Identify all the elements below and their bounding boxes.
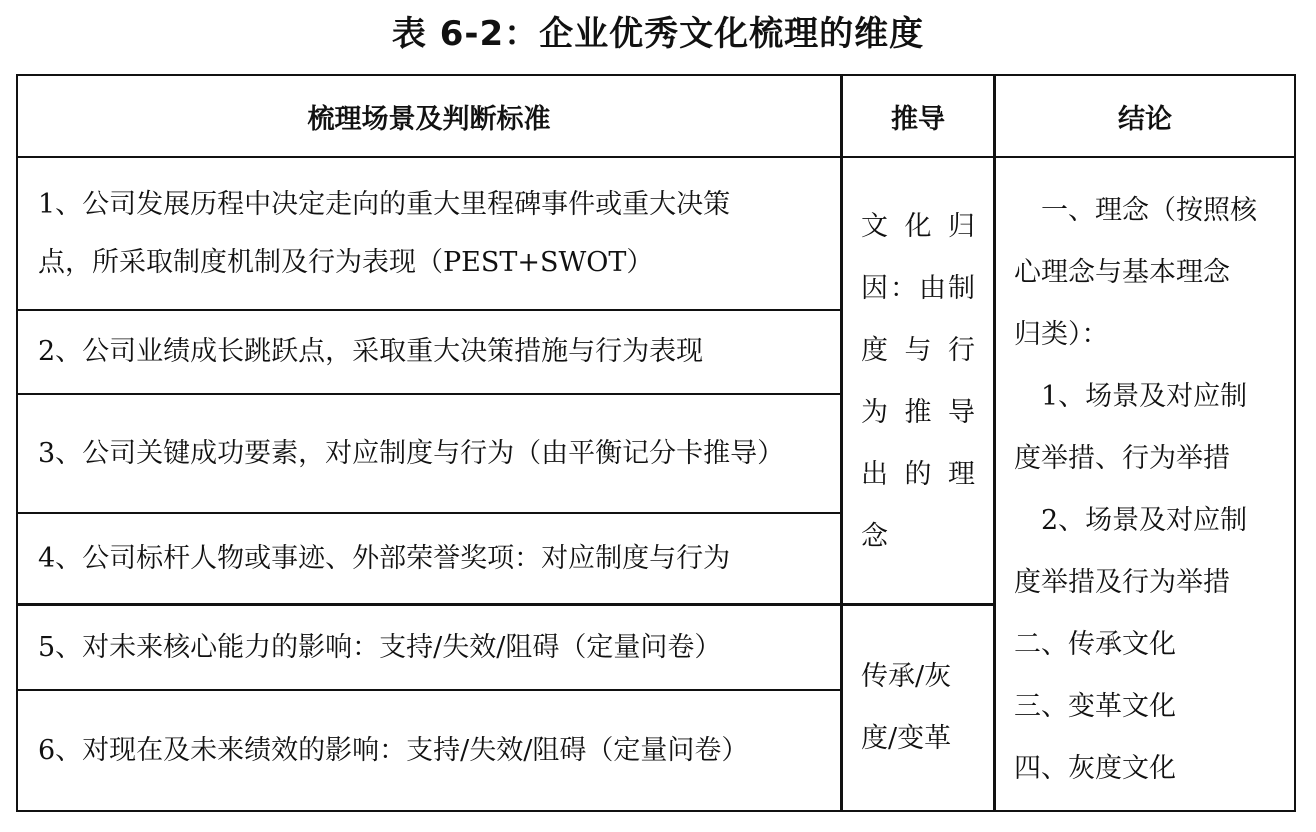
derivation-1-line-5: 出的理 <box>861 459 975 490</box>
conclusion-line-8: 二、传承文化 <box>1014 629 1176 660</box>
conclusion-line-5: 度举措、行为举措 <box>1014 443 1230 474</box>
derivation-1-line-2: 因：由制 <box>861 273 975 304</box>
row-5-text: 5、对未来核心能力的影响：支持/失效/阻碍（定量问卷） <box>38 631 722 663</box>
header-derivation: 推导 <box>891 103 945 135</box>
row-3-text: 3、公司关键成功要素，对应制度与行为（由平衡记分卡推导） <box>38 437 785 469</box>
conclusion-line-2: 心理念与基本理念 <box>1014 257 1230 288</box>
derivation-1-line-1: 文化归 <box>861 211 975 242</box>
conclusion-line-6: 2、场景及对应制 <box>1014 505 1248 536</box>
derivation-group-1 <box>843 196 993 568</box>
conclusion-line-10: 四、灰度文化 <box>1014 753 1176 784</box>
table-row <box>18 311 840 393</box>
table-row <box>18 395 840 512</box>
table-row <box>18 158 840 309</box>
row-2-text: 2、公司业绩成长跳跃点，采取重大决策措施与行为表现 <box>38 336 704 367</box>
conclusion-text <box>996 180 1278 800</box>
conclusion-line-7: 度举措及行为举措 <box>1014 567 1230 598</box>
conclusion-line-9: 三、变革文化 <box>1014 691 1176 722</box>
conclusion-line-1: 一、理念（按照核 <box>1014 195 1257 226</box>
table-row <box>18 691 840 810</box>
derivation-group-2 <box>843 646 993 770</box>
row-4-text: 4、公司标杆人物或事迹、外部荣誉奖项：对应制度与行为 <box>38 542 731 574</box>
header-conclusion: 结论 <box>1118 103 1172 135</box>
table-title: 表 6-2：企业优秀文化梳理的维度 <box>391 14 925 54</box>
conclusion-line-4: 1、场景及对应制 <box>1014 381 1248 412</box>
derivation-1-line-4: 为推导 <box>861 397 975 428</box>
row-6-text: 6、对现在及未来绩效的影响：支持/失效/阻碍（定量问卷） <box>38 734 749 766</box>
derivation-1-line-6: 念 <box>861 521 888 552</box>
derivation-2-line-2: 度/变革 <box>861 723 952 754</box>
conclusion-line-3: 归类）： <box>1014 319 1109 350</box>
table-row <box>18 514 840 603</box>
row-1-line-2: 点，所采取制度机制及行为表现（PEST+SWOT） <box>38 247 654 278</box>
derivation-1-line-3: 度与行 <box>861 335 975 366</box>
header-scenario: 梳理场景及判断标准 <box>307 103 551 135</box>
table-row <box>18 606 840 689</box>
derivation-2-line-1: 传承/灰 <box>861 661 952 692</box>
row-1-line-1: 1、公司发展历程中决定走向的重大里程碑事件或重大决策 <box>38 189 731 220</box>
